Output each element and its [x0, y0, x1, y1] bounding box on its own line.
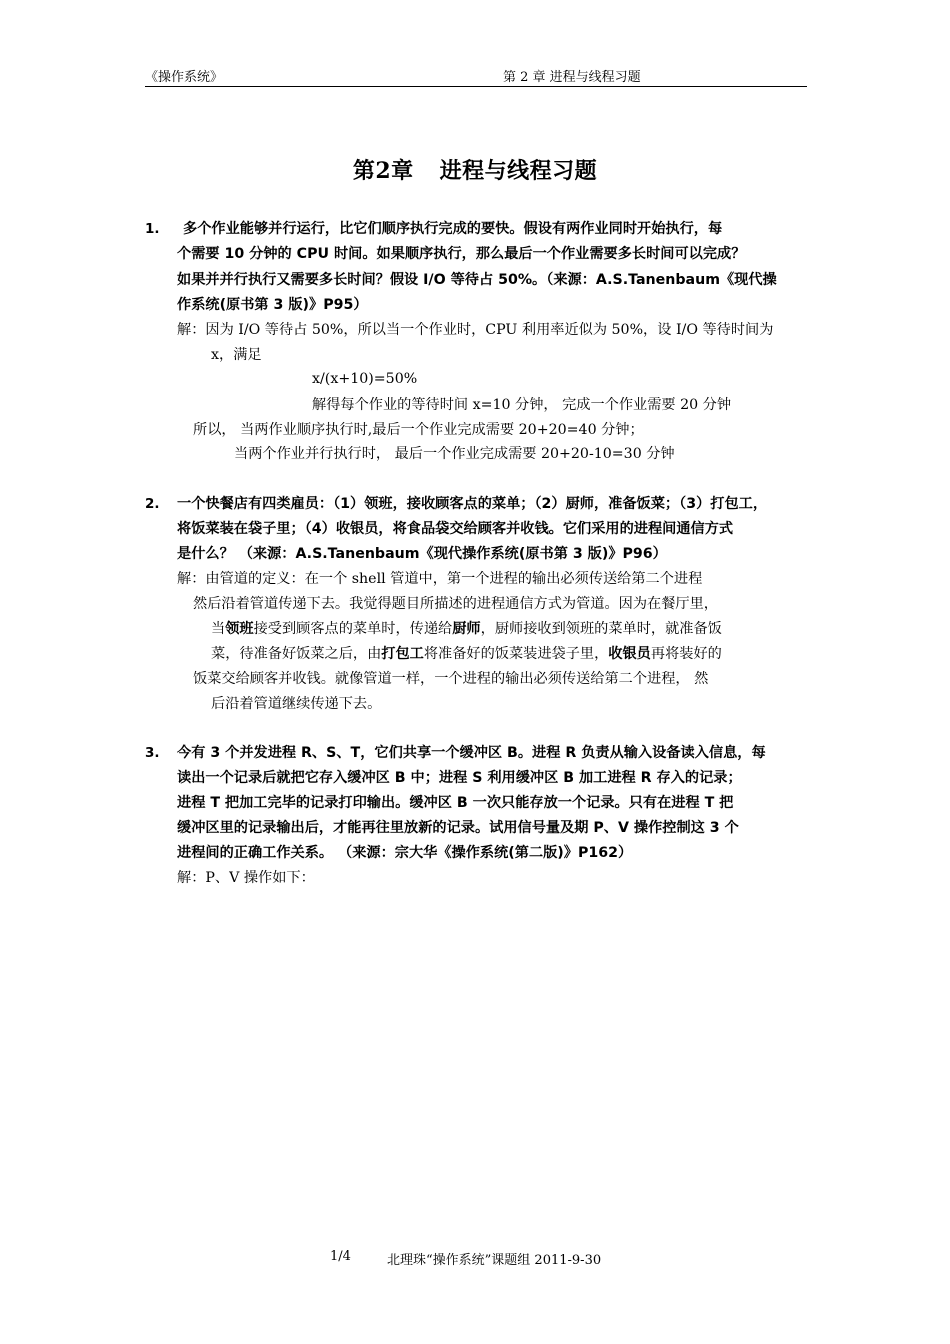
text-run: 接受到顾客点的菜单时，传递给 [253, 621, 453, 637]
answer-1-line: 当两个作业并行执行时， 最后一个作业完成需要 20+20-10=30 分钟 [234, 446, 675, 462]
text-run: 菜，待准备好饭菜之后，由 [211, 646, 382, 662]
role-term: 打包工 [381, 646, 424, 662]
question-1-line: 个需要 10 分钟的 CPU 时间。如果顺序执行，那么最后一个作业需要多长时间可以完成？ [177, 246, 746, 262]
answer-2-line: 然后沿着管道传递下去。我觉得题目所描述的进程通信方式为管道。因为在餐厅里， [193, 596, 718, 612]
answer-2-line [211, 644, 722, 664]
page-header [145, 66, 807, 87]
question-3-number: 3. [145, 745, 160, 761]
header-book-title: 《操作系统》 [145, 70, 224, 85]
question-3-line: 进程间的正确工作关系。 （来源：宗大华《操作系统(第二版)》P162） [177, 845, 633, 861]
footer-author: 北理珠“操作系统”课题组 2011-9-30 [387, 1253, 602, 1268]
answer-2-line: 饭菜交给顾客并收钱。就像管道一样，一个进程的输出必须传送给第二个进程， 然 [193, 671, 709, 687]
answer-1-line: 解：因为 I/O 等待占 50%，所以当一个作业时，CPU 利用率近似为 50%，设 I/O 等待时间为 [177, 322, 774, 338]
chapter-number: 第2章 [352, 158, 414, 184]
role-term: 收银员 [608, 646, 651, 662]
answer-2-line: 解：由管道的定义：在一个 shell 管道中，第一个进程的输出必须传送给第二个进程 [177, 571, 703, 587]
question-1-number: 1. [145, 221, 160, 237]
text-run: 将准备好的饭菜装进袋子里， [423, 646, 609, 662]
question-2-line: 将饭菜装在袋子里；（4）收银员，将食品袋交给顾客并收钱。它们采用的进程间通信方式 [177, 521, 734, 537]
page-number: 1/4 [330, 1249, 351, 1264]
question-2-line: 是什么？ （来源：A.S.Tanenbaum《现代操作系统(原书第 3 版)》P96） [177, 546, 667, 562]
answer-1-line: x，满足 [211, 347, 262, 363]
role-term: 领班 [225, 621, 254, 637]
page-title [0, 154, 950, 185]
text-run: 再将装好的 [650, 646, 722, 662]
question-3-line: 今有 3 个并发进程 R、S、T，它们共享一个缓冲区 B。进程 R 负责从输入设备读入信息，每 [177, 745, 766, 761]
question-3-line: 读出一个记录后就把它存入缓冲区 B 中；进程 S 利用缓冲区 B 加工进程 R 存入的记录； [177, 770, 742, 786]
chapter-title: 进程与线程习题 [439, 158, 598, 184]
question-2-number: 2. [145, 496, 160, 512]
header-chapter: 第 2 章 进程与线程习题 [503, 70, 641, 85]
answer-1-equation: x/(x+10)=50% [312, 371, 418, 387]
text-run: ，厨师接收到领班的菜单时，就准备饭 [480, 621, 722, 637]
question-3-line: 缓冲区里的记录输出后，才能再往里放新的记录。试用信号量及期 P、V 操作控制这 3 个 [177, 820, 739, 836]
answer-1-line: 解得每个作业的等待时间 x=10 分钟， 完成一个作业需要 20 分钟 [312, 397, 732, 413]
answer-3-line: 解：P、V 操作如下： [177, 870, 315, 886]
question-2-line: 一个快餐店有四类雇员：（1）领班，接收顾客点的菜单；（2）厨师，准备饭菜；（3）打包工， [177, 496, 768, 512]
answer-2-line [211, 619, 722, 639]
answer-1-line: 所以， 当两作业顺序执行时,最后一个作业完成需要 20+20=40 分钟； [193, 422, 644, 438]
role-term: 厨师 [452, 621, 481, 637]
text-run: 当 [211, 621, 226, 637]
question-1-line: 作系统(原书第 3 版)》P95） [177, 297, 368, 313]
question-3-line: 进程 T 把加工完毕的记录打印输出。缓冲区 B 一次只能存放一个记录。只有在进程 T 把 [177, 795, 734, 811]
answer-2-line: 后沿着管道继续传递下去。 [211, 696, 382, 712]
question-1-line: 多个作业能够并行运行，比它们顺序执行完成的要快。假设有两作业同时开始执行，每 [183, 221, 723, 237]
question-1-line: 如果并并行执行又需要多长时间？假设 I/O 等待占 50%。（来源：A.S.Tanenbaum《现代操 [177, 272, 777, 288]
